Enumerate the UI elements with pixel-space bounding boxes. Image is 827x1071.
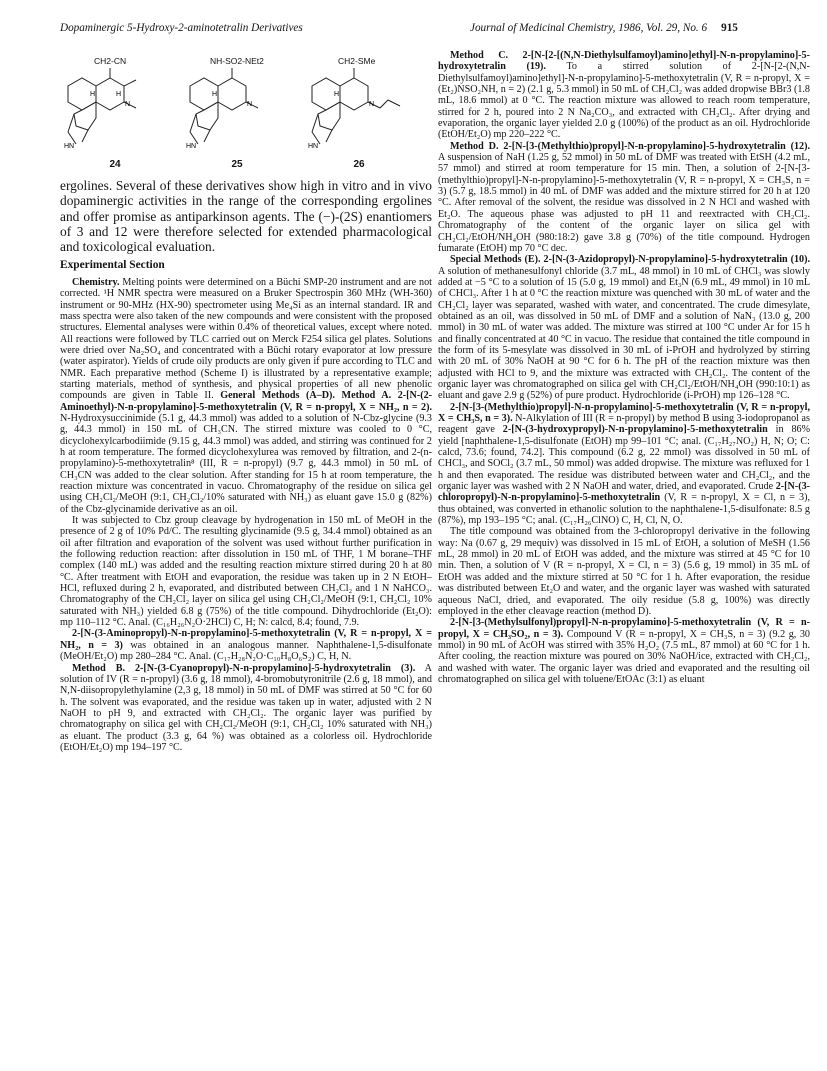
aminopropyl-paragraph bbox=[60, 628, 432, 662]
svg-text:HN: HN bbox=[64, 143, 75, 150]
method-b-heading: Method B. 2-[N-(3-Cyanopropyl)-N-n-propylamino]-5-hydroxytetralin (3). bbox=[72, 662, 416, 674]
ergoline-skeleton-drawing bbox=[182, 52, 292, 152]
method-e-paragraph bbox=[438, 254, 810, 401]
structure-figure bbox=[60, 52, 420, 170]
structure-number: 24 bbox=[109, 159, 121, 170]
method-d-heading: Method D. 2-[N-[3-(Methylthio)propyl]-N-n-propylamino]-5-hydroxytetralin (12). bbox=[450, 140, 810, 152]
section-title: Experimental Section bbox=[60, 259, 165, 272]
page-number: 915 bbox=[721, 22, 738, 34]
chemistry-body: Melting points were determined on a Büchi SMP-20 instrument and are not corrected. ¹H NMR spectra were measured on a Bruker Spectrospin 360 MHz (WH-360) instrument or 90-MHz (HX-90) spectrometer using Me₄Si as an internal standard. IR and mass spectra were also taken of the new compounds and were consistent with the proposed structures. Elemental analyses were within 0.4% of theoretical values, except where noted. All reactions were followed by TLC carried out on Merck F254 silica gel plates. Solutions were dried over Na₂SO₄ and concentrated with a Büchi rotary evaporator at low pressure (water aspirator). Yields of crude oily products are only given if pure according to TLC and NMR. Each preparative method (Scheme I) is illustrated by a representative example; starting materials, method of synthesis, and physical properties of all new phenolic compounds are given in Table II. bbox=[60, 276, 432, 402]
hydrogenation-paragraph: It was subjected to Cbz group cleavage by hydrogenation in 150 mL of MeOH in the presence of 2 g of 10% Pd/C. The resulting glycinamide (9.5 g, 34.4 mmol) obtained as an oil after filtration and evaporation of the solvent was used without further purification in the following reduction reaction: after dissolution in 150 mL of THF, 1 M borane–THF complex (140 mL) was added and the resulting reaction mixture stirred during 20 h at 80 °C. After treatment with EtOH and evaporation, the residue was taken up in 2 N EtOH–HCl, refluxed during 2 h, evaporated, and distributed between CH₂Cl₂ and 1 N NaHCO₃. Chromatography of the CH₂Cl₂ layer on silica gel using CH₂Cl₂/MeOH (9:1, CH₂Cl₂ 10% saturated with NH₃) yielded 6.8 g (75%) of the title compound. Dihydrochloride (Et₂O): mp 110–112 °C. Anal. (C₁₆H₂₆N₂O·2HCl) C, H; N: calcd, 8.4; found, 7.9. bbox=[60, 515, 432, 629]
intro-paragraph: ergolines. Several of these derivatives show high in vitro and in vivo dopaminergic activities in the range of the corresponding ergolines and offer promise as antiparkinson agents. The (−)-(2S) enantiomers of 3 and 12 were therefore selected for extended pharmacological and toxicological evaluation. bbox=[60, 178, 432, 255]
structure-26 bbox=[304, 52, 414, 170]
method-d-paragraph bbox=[438, 141, 810, 254]
hydroxypropyl-name: 2-[N-(3-hydroxypropyl)-N-n-propylamino]-5-methoxytetralin bbox=[502, 424, 768, 436]
structure-substituent: CH2-CN bbox=[94, 56, 127, 66]
chloropropyl-name: 2-[N-(3-chloropropyl)-N-n-propylamino]-5-methoxytetralin bbox=[438, 481, 810, 504]
methylthio-body-2: in 86% yield [naphthalene-1,5-disulfonate (EtOH) mp 99–101 °C; anal. (C₁₇H₂₇NO₂) H, N; O; C: calcd, 73.6; found, 74.2]. This compound (6.2 g, 22 mmol) was dissolved in 50 mL of CHCl₃, and SOCl₂ (3.7 mL, 50 mmol) was added dropwise. The mixture was refluxed for 1 h and then evaporated. The residue was distributed between water and CH₂Cl₂, and the organic layer was washed with 2 N NaOH and water, dried, and evaporated. Crude bbox=[438, 424, 811, 493]
methylsulfonyl-paragraph bbox=[438, 617, 810, 685]
structure-number: 26 bbox=[353, 159, 365, 170]
svg-text:H: H bbox=[116, 91, 122, 98]
ergoline-skeleton-drawing bbox=[60, 52, 170, 152]
svg-text:HN: HN bbox=[308, 143, 319, 150]
left-column bbox=[60, 178, 432, 753]
svg-text:H: H bbox=[334, 91, 340, 98]
methylthio-body-3: (V, R = n-propyl, X = Cl, n = 3), thus obtained, was converted in ethanolic solution to the naphthalene-1,5-disulfonate: 8.5 g (87%), mp 193–195 °C; anal. (C₁₇H₂₆ClNO) C, H, Cl, N, O. bbox=[438, 492, 810, 527]
right-column bbox=[438, 50, 810, 685]
chemistry-heading: Chemistry. bbox=[72, 276, 120, 288]
structure-substituent: NH-SO2-NEt2 bbox=[210, 56, 264, 66]
method-b-body: A solution of IV (R = n-propyl) (3.6 g, 18 mmol), 4-bromobutyronitrile (2.6 g, 18 mmol), and N,N-diisopropylethylamine (2,3 g, 18 mmol) in 50 mL of DMF was stirred at 50 °C for 60 h. The solvent was evaporated, and the residue was taken up in water, adjusted with 2 N NaOH to pH 9, and extracted with CH₂Cl₂. The organic layer was purified by chromatography on silica gel with CH₂Cl₂/MeOH (9:1, CH₂Cl₂ 10% saturated with NH₃) as eluant. The product (3.3 g, 64 %) was obtained as a colorless oil. Hydrochloride (EtOH/Et₂O) mp 194–197 °C. bbox=[60, 662, 432, 753]
chemistry-paragraph bbox=[60, 277, 432, 515]
methylsulfonyl-heading: 2-[N-[3-(Methylsulfonyl)propyl]-N-n-propylamino]-5-methoxytetralin (V, R = n-propyl, X = CH₃SO₂, n = 3). bbox=[438, 617, 810, 640]
method-d-body: A suspension of NaH (1.25 g, 52 mmol) in 50 mL of DMF was treated with EtSH (4.2 mL, 57 mmol) and stirred at room temperature for 15 min. Then, a solution of 2-[N-[3-(methylthio)propyl]-N-n-propylamino]-5-methoxytetralin (V, R = n-propyl, X = CH₃S, n = 3) (5.7 g, 18.5 mmol) in 40 mL of DMF was added and the mixture stirred for 20 h at 120 °C. After removal of the solvent, the residue was dissolved in 2 N HCl and washed with Et₂O. The aqueous phase was adjusted to pH 11 and reextracted with CH₂Cl₂. Chromatography of the content of the organic layer on silica gel with CH₂Cl₂/EtOH/NH₄OH (980:18:2) gave 3.8 g (70%) of the title compound. Hydrogen fumarate (EtOH) mp 70 °C dec. bbox=[438, 152, 810, 254]
running-header-left: Dopaminergic 5-Hydroxy-2-aminotetralin Derivatives bbox=[60, 22, 303, 34]
methylthio-heading: 2-[N-[3-(Methylthio)propyl]-N-n-propylamino]-5-methoxytetralin (V, R = n-propyl, X = CH₃S, n = 3). bbox=[438, 401, 810, 424]
aminopropyl-body: was obtained in an analogous manner. Naphthalene-1,5-disulfonate (MeOH/Et₂O) mp 280–284 °C. Anal. (C₁₇H₂₈N₂O·C₁₀H₈O₆S₂) C, H, N. bbox=[60, 639, 432, 663]
svg-text:HN: HN bbox=[186, 143, 197, 150]
title-compound-paragraph: The title compound was obtained from the 3-chloropropyl derivative in the following way: Na (0.67 g, 29 mequiv) was dissolved in 15 mL of EtOH, a solution of MeSH (1.56 mL, 28 mmol) in 20 mL of EtOH was added, and the mixture was stirred at 45 °C for 10 min. Then, a solution of V (R = n-propyl, X = Cl, n = 3) (5.6 g, 19 mmol) in 35 mL of EtOH was added and the mixture stirred at 50 °C for 1 h. After evaporation, the residue was distributed between Et₂O and water, and the organic layer was washed with saturated aqueous NaCl, dried, and evaporated. The oily residue (5.8 g, 100%) was directly employed in the ether cleavage reaction (method D). bbox=[438, 526, 810, 617]
aminopropyl-heading: 2-[N-(3-Aminopropyl)-N-n-propylamino]-5-methoxytetralin (V, R = n-propyl, X = NH₂, n = 3) bbox=[60, 628, 432, 651]
methylsulfonyl-body: Compound V (R = n-propyl, X = CH₃S, n = 3) (9.2 g, 30 mmol) in 90 mL of AcOH was stirred with 35% H₂O₂ (7.5 mL, 87 mmol) at 60 °C for 1 h. After cooling, the reaction mixture was poured on 30% NaOH/ice, extracted with CH₂Cl₂, and washed with water. The organic layer was dried and evaporated and the resulting oil chromatographed on silica gel with toluene/EtOAc (3:1) as eluant bbox=[438, 628, 810, 685]
method-a-body: N-Hydroxysuccinimide (5.1 g, 44.3 mmol) was added to a solution of N-Cbz-glycine (9.3 g, 44.3 mmol) in 150 mL of CH₃CN. The stirred mixture was cooled to 0 °C, dicyclohexylcarbodiimide (9.15 g, 44.3 mmol) was added, and stirring was continued for 2 h at room temperature. The formed dicyclohexylurea was removed by filtration, and 2-(n-propylamino)-5-methoxytetralin⁸ (III, R = n-propyl) (9.7 g, 44.3 mmol) in 50 mL of CH₃CN was added to the clear solution. After standing for 15 h at room temperature, the reaction mixture was concentrated in vacuo. Chromatography of the residue on silica gel using CH₂Cl₂/MeOH (9:1, CH₂Cl₂/10% saturated with NH₃) as eluant gave 15.0 g (82%) of the Cbz-glycinamide derivative as an oil. bbox=[60, 412, 432, 515]
svg-text:N: N bbox=[369, 101, 375, 108]
svg-text:H: H bbox=[90, 91, 96, 98]
structure-25 bbox=[182, 52, 292, 170]
structure-number: 25 bbox=[231, 159, 243, 170]
ergoline-skeleton-drawing bbox=[304, 52, 414, 152]
method-e-body: A solution of methanesulfonyl chloride (3.7 mL, 48 mmol) in 10 mL of CHCl₃ was slowly added at −5 °C to a solution of 15 (5.0 g, 19 mmol) and Et₃N (6.9 mL, 49 mmol) in 10 mL of CHCl₃. After 1 h at 0 °C the reaction mixture was quenched with 30 mL of water and the CH₂Cl₂ layer was separated, washed with water, and concentrated. The crude dimesylate, obtained as an oil, was dissolved in 50 mL of DMF and a solution of NaN₃ (13.0 g, 200 mmol) in 30 mL of water was added. The mixture was stirred at 100 °C under Ar for 15 h and finally concentrated at 40 °C in vacuo. The residue that contained the title compound in the form of its 5-mesylate was dissolved in 30 mL of i-PrOH and hydrolyzed by stirring with 20 mL of 30% NaOH at 90 °C for 6 h. The pH of the reaction mixture was then adjusted with HCl to 9, and the mixture was extracted with CH₂Cl₂. The content of the organic layer was chromatographed on silica gel with CH₂Cl₂/EtOH/NH₄OH (990:10:1) as eluant and gave 2.9 g (52%) of pure product. Hydrochloride (i-PrOH) mp 126–128 °C. bbox=[438, 265, 810, 402]
methylthio-body-1: N-Alkylation of III (R = n-propyl) by method B using 3-iodopropanol as reagent gave bbox=[438, 413, 810, 436]
journal-citation: Journal of Medicinal Chemistry, 1986, Vol. 29, No. 6 bbox=[470, 22, 708, 34]
methylthio-paragraph bbox=[438, 402, 810, 527]
method-c-body: To a stirred solution of 2-[N-[2-(N,N-Diethylsulfamoyl)amino]ethyl]-N-n-propylamino]-5-methoxytetralin (V, R = n-propyl, X = (Et₂)NSO₂NH, n = 2) (2.1 g, 5.3 mmol) in 50 mL of CH₂Cl₂ was added dropwise BBr3 (1.8 mL, 18.6 mmol) at 0 °C. The reaction mixture was allowed to reach room temperature, stirred for 2 h, poured into 2 N Na₂CO₃, and extracted with CH₂Cl₂. After drying and evaporation, the organic layer yielded 2.0 g (100%) of the product as an oil. Hydrochloride (EtOH/Et₂O) mp 220–222 °C. bbox=[438, 61, 810, 141]
method-c-heading: Method C. 2-[N-[2-[(N,N-Diethylsulfamoyl)amino]ethyl]-N-n-propylamino]-5-hydroxytetralin (19). bbox=[438, 50, 810, 73]
method-c-paragraph bbox=[438, 50, 810, 141]
svg-text:N: N bbox=[125, 101, 131, 108]
svg-text:N: N bbox=[247, 101, 253, 108]
method-e-heading: Special Methods (E). 2-[N-(3-Azidopropyl)-N-propylamino]-5-hydroxytetralin (10). bbox=[450, 254, 810, 266]
structure-24 bbox=[60, 52, 170, 170]
method-b-paragraph bbox=[60, 663, 432, 754]
running-header-right bbox=[470, 22, 738, 34]
method-a-heading: General Methods (A–D). Method A. 2-[N-(2-Aminoethyl)-N-n-propylamino]-5-methoxytetralin (V, R = n-propyl, X = NH₂, n = 2). bbox=[60, 390, 432, 413]
structure-substituent: CH2-SMe bbox=[338, 56, 376, 66]
svg-text:H: H bbox=[212, 91, 218, 98]
